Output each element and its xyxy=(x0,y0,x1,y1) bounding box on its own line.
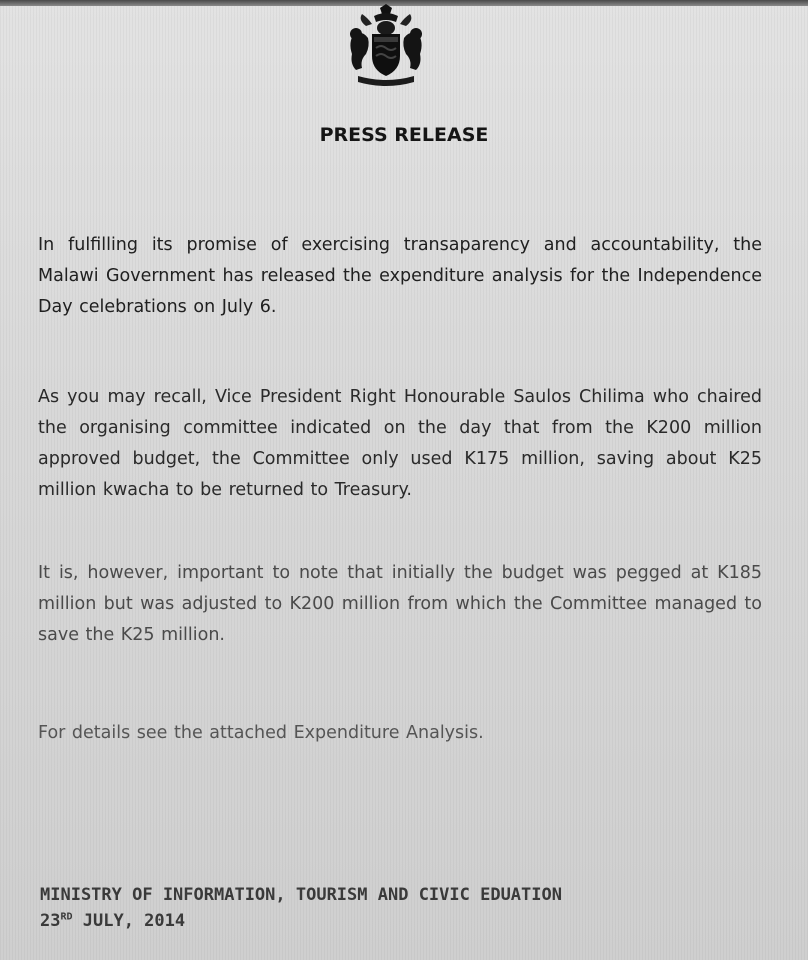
paragraph-budget-note: It is, however, important to note that initially the budget was pegged at K185 million but was adjusted to K200 million from which the Committee managed to save the K25 million. xyxy=(38,562,762,645)
paragraph-details: For details see the attached Expenditure Analysis. xyxy=(38,722,484,743)
release-date xyxy=(40,906,780,936)
coat-of-arms-emblem xyxy=(336,4,436,90)
date-day: 23 xyxy=(40,911,61,931)
ministry-name: MINISTRY OF INFORMATION, TOURISM AND CIVIC EDUATION xyxy=(40,885,562,905)
paragraph-intro: In fulfilling its promise of exercising transaparency and accountability, the Malawi Government has released the expenditure analysis for the Independence Day celebrations on July 6. xyxy=(38,234,762,317)
paragraph-recall: As you may recall, Vice President Right Honourable Saulos Chilima who chaired the organising committee indicated on the day that from the K200 million approved budget, the Committee only used K175 million, saving about K25 million kwacha to be returned to Treasury. xyxy=(38,386,762,500)
footer-signature xyxy=(40,880,780,940)
date-suffix: RD xyxy=(60,911,73,923)
press-release-heading: PRESS RELEASE xyxy=(319,124,489,146)
date-month-year: JULY, 2014 xyxy=(72,911,186,931)
